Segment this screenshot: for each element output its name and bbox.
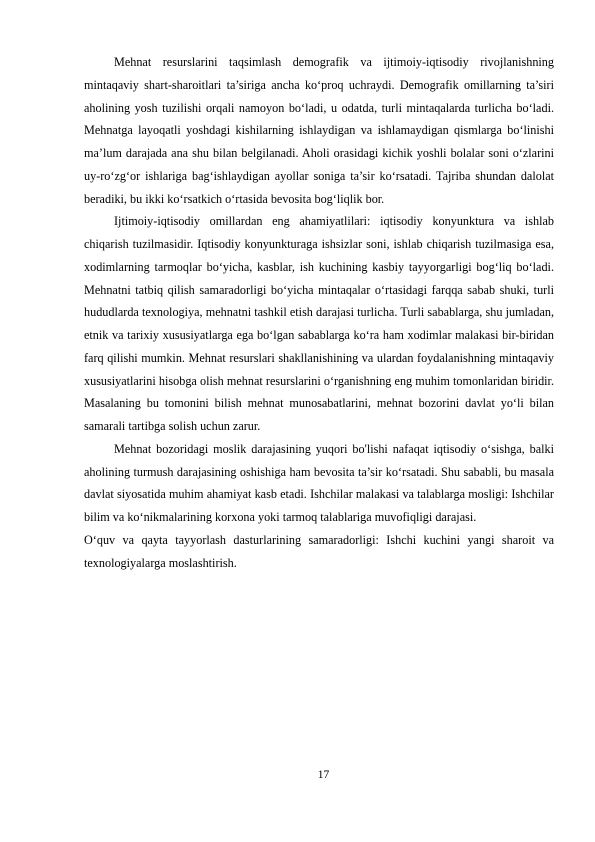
- paragraph-3: Mehnat bozoridagi moslik darajasining yuqori bo'lishi nafaqat iqtisodiy o‘sishga, balki aholining turmush darajasining oshishiga ham bevosita ta’sir ko‘rsatadi. Shu sababli, bu masala davlat siyosatida muhim ahamiyat kasb etadi. Ishchilar malakasi va talablarga mosligi: Ishchilar bilim va ko‘nikmalarining korxona yoki tarmoq talablariga muvofiqligi darajasi.: [84, 441, 554, 524]
- paragraph-1: Mehnat resurslarini taqsimlash demografik va ijtimoiy-iqtisodiy rivojlanishning mintaqaviy shart-sharoitlari ta’siriga ancha ko‘proq uchraydi. Demografik omillarning ta’siri aholining yosh tuzilishi orqali namoyon bo‘ladi, u odatda, turli mintaqalarda turlicha bo‘ladi. Mehnatga layoqatli yoshdagi kishilarning ishlaydigan va ishlamaydigan qismlarga bo‘linishi ma’lum darajada ana shu bilan belgilanadi. Aholi orasidagi kichik yoshli bolalar soni o‘zlarini uy-ro‘zg‘or ishlariga bag‘ishlaydigan ayollar soniga ta’sir ko‘rsatadi. Tajriba shundan dalolat beradiki, bu ikki ko‘rsatkich o‘rtasida bevosita bog‘liqlik bor.: [84, 55, 554, 206]
- document-page: [84, 51, 554, 574]
- paragraph-2: Ijtimoiy-iqtisodiy omillardan eng ahamiyatlilari: iqtisodiy konyunktura va ishlab chiqarish tuzilmasidir. Iqtisodiy konyunkturaga ishsizlar soni, ishlab chiqarish tuzilmasiga esa, xodimlarning tarmoqlar bo‘yicha, kasblar, ish kuchining kasbiy tayyorgarligi bog‘liq bo‘ladi. Mehnatni tatbiq qilish samaradorligi bo‘yicha mintaqalar o‘rtasidagi farqqa sabab shuki, turli hududlarda texnologiya, mehnatni tashkil etish darajasi turlicha. Turli sabablarga, shu jumladan, etnik va tarixiy xususiyatlarga ega bo‘lgan sabablarga ko‘ra ham xodimlar malakasi bir-biridan farq qilishi mumkin. Mehnat resurslari shakllanishining va ulardan foydalanishning mintaqaviy xususiyatlarini hisobga olish mehnat resurslarini o‘rganishning eng muhim tomonlaridan biridir. Masalaning bu tomonini bilish mehnat munosabatlarini, mehnat bozorini davlat yo‘li bilan samarali tartibga solish uchun zarur.: [84, 214, 554, 433]
- paragraph-4: O‘quv va qayta tayyorlash dasturlarining samaradorligi: Ishchi kuchini yangi sharoit va texnologiyalarga moslashtirish.: [84, 532, 554, 570]
- page-number: 17: [317, 769, 330, 781]
